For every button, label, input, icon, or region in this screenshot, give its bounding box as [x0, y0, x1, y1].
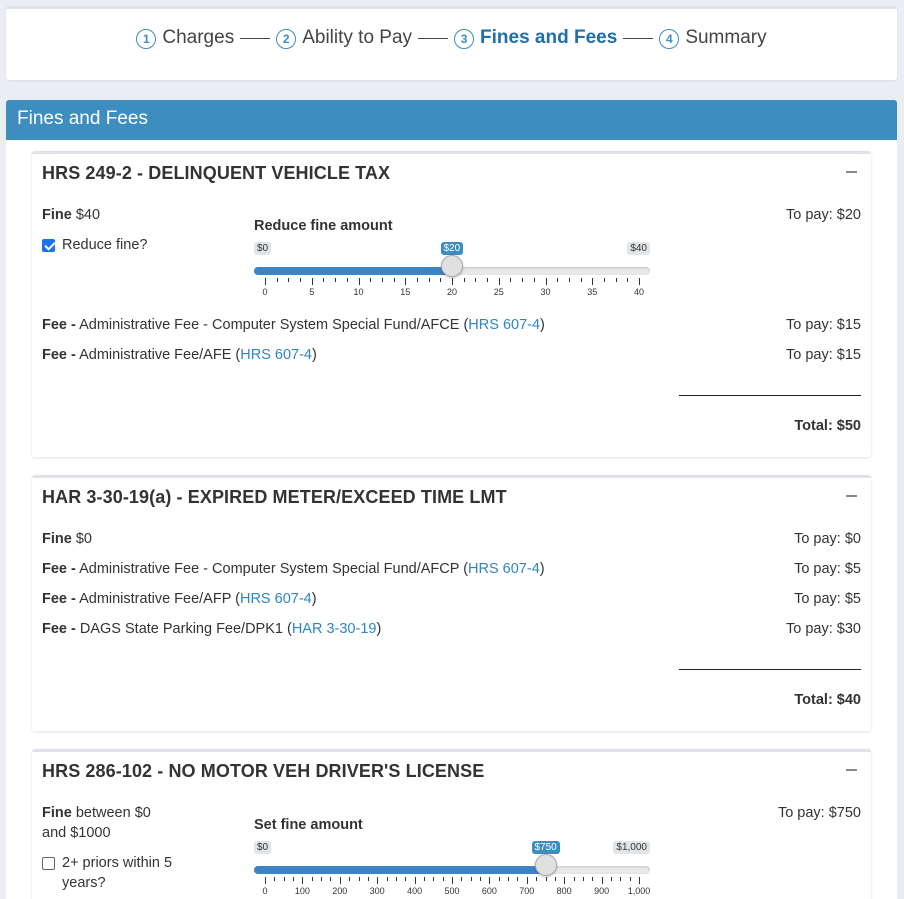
fee-to-pay: To pay: $5 — [794, 561, 861, 577]
charge-card-no-drivers-license — [32, 749, 871, 899]
slider-value-label: $20 — [441, 242, 464, 255]
slider-minor-tick — [347, 278, 348, 282]
set-fine-slider[interactable] — [254, 817, 651, 896]
checkbox-box[interactable] — [42, 239, 55, 252]
checkbox-label: Reduce fine? — [62, 237, 148, 253]
slider-minor-tick — [370, 278, 371, 282]
step-fines-and-fees[interactable] — [454, 26, 617, 49]
slider-fill — [254, 267, 452, 275]
step-label: Summary — [685, 26, 767, 48]
slider-handle[interactable] — [535, 854, 557, 876]
slider-minor-tick — [284, 877, 285, 881]
slider-major-tick — [499, 278, 500, 285]
slider-minor-tick — [555, 877, 556, 881]
fee-to-pay: To pay: $15 — [786, 317, 861, 333]
fee-row — [42, 347, 317, 363]
slider-tick-label: 30 — [540, 287, 551, 297]
slider-minor-tick — [443, 877, 444, 881]
fines-and-fees-panel — [6, 100, 897, 899]
slider-track[interactable] — [254, 866, 650, 874]
slider-tick-label: 1,000 — [627, 886, 651, 896]
slider-tick-label: 20 — [446, 287, 458, 297]
fee-description: Administrative Fee - Computer System Special Fund/AFCP ( — [79, 561, 469, 577]
fine-to-pay: To pay: $0 — [794, 531, 861, 547]
step-label: Fines and Fees — [480, 26, 618, 48]
slider-minor-tick — [433, 877, 434, 881]
slider-major-tick — [592, 278, 593, 285]
slider-minor-tick — [475, 278, 476, 282]
step-number: 4 — [659, 29, 679, 49]
slider-minor-tick — [417, 278, 418, 282]
fee-row — [42, 591, 317, 607]
statute-link[interactable]: HAR 3-30-19 — [291, 621, 377, 637]
progress-stepper — [6, 26, 897, 49]
slider-tick-label: 0 — [262, 886, 268, 896]
slider-major-tick — [377, 877, 378, 884]
checkbox-label-cont: years? — [62, 875, 106, 891]
statute-link[interactable]: HRS 607-4 — [240, 347, 312, 363]
slider-minor-tick — [349, 877, 350, 881]
slider-minor-tick — [323, 278, 324, 282]
slider-major-tick — [546, 278, 547, 285]
fee-description: Administrative Fee/AFP ( — [79, 591, 240, 607]
slider-minor-tick — [581, 278, 582, 282]
fee-row — [42, 621, 381, 637]
slider-minor-tick — [464, 278, 465, 282]
fine-row — [42, 531, 92, 547]
slider-minor-tick — [300, 278, 301, 282]
fee-description: Administrative Fee - Computer System Special Fund/AFCE ( — [79, 317, 469, 333]
collapse-icon[interactable] — [846, 769, 857, 771]
fee-suffix: ) — [376, 621, 382, 637]
fee-label: Fee - — [42, 347, 76, 363]
slider-tick-label: 700 — [519, 886, 535, 896]
slider-major-tick — [302, 877, 303, 884]
slider-minor-tick — [517, 877, 518, 881]
collapse-icon[interactable] — [846, 495, 857, 497]
slider-minor-tick — [569, 278, 570, 282]
statute-link[interactable]: HRS 607-4 — [468, 317, 541, 333]
slider-minor-tick — [627, 278, 628, 282]
step-number: 3 — [454, 29, 474, 49]
slider-tick-label: 300 — [369, 886, 385, 896]
priors-checkbox[interactable] — [42, 855, 172, 871]
slider-tick-label: 100 — [294, 886, 310, 896]
fine-label: Fine — [42, 531, 72, 547]
slider-minor-tick — [387, 877, 388, 881]
slider-minor-tick — [288, 278, 289, 282]
slider-tick-label: 800 — [556, 886, 572, 896]
fine-range-cont: and $1000 — [42, 825, 111, 841]
slider-value-label: $750 — [532, 841, 560, 854]
slider-tick-label: 0 — [262, 287, 268, 297]
slider-minor-tick — [424, 877, 425, 881]
total-divider — [679, 395, 861, 396]
fee-suffix: ) — [311, 347, 317, 363]
charge-total: Total: $50 — [794, 418, 861, 434]
fee-suffix: ) — [311, 591, 317, 607]
slider-handle[interactable] — [441, 255, 463, 277]
slider-minor-tick — [368, 877, 369, 881]
fee-label: Fee - — [42, 561, 76, 577]
fine-amount: $40 — [75, 207, 101, 223]
step-ability-to-pay[interactable] — [276, 26, 412, 49]
slider-tick-label: 5 — [309, 287, 315, 297]
slider-min-label: $0 — [254, 242, 271, 255]
slider-minor-tick — [611, 877, 612, 881]
fine-to-pay: To pay: $750 — [777, 805, 861, 821]
fee-suffix: ) — [540, 317, 545, 333]
charge-card-delinquent-vehicle-tax — [32, 151, 871, 457]
statute-link[interactable]: HRS 607-4 — [468, 561, 540, 577]
fee-description: Administrative Fee/AFE ( — [79, 347, 241, 363]
fee-label: Fee - — [42, 317, 76, 333]
slider-major-tick — [489, 877, 490, 884]
slider-tick-label: 15 — [400, 287, 411, 297]
slider-minor-tick — [293, 877, 294, 881]
fine-label: Fine — [42, 207, 72, 223]
slider-minor-tick — [508, 877, 509, 881]
slider-minor-tick — [330, 877, 331, 881]
slider-major-tick — [405, 278, 406, 285]
statute-link[interactable]: HRS 607-4 — [239, 591, 312, 607]
slider-minor-tick — [499, 877, 500, 881]
slider-minor-tick — [616, 278, 617, 282]
slider-minor-tick — [312, 877, 313, 881]
step-label: Ability to Pay — [302, 26, 413, 48]
fine-label: Fine — [42, 805, 72, 821]
slider-minor-tick — [620, 877, 621, 881]
slider-minor-tick — [359, 877, 360, 881]
slider-minor-tick — [592, 877, 593, 881]
slider-major-tick — [265, 278, 266, 285]
collapse-icon[interactable] — [846, 171, 857, 173]
slider-major-tick — [527, 877, 528, 884]
slider-minor-tick — [274, 877, 275, 881]
fee-suffix: ) — [539, 561, 545, 577]
slider-minor-tick — [510, 278, 511, 282]
slider-tick-label: 10 — [353, 287, 364, 297]
fine-range: between $0 — [75, 805, 151, 821]
charge-card-expired-meter — [32, 475, 871, 731]
slider-minor-tick — [321, 877, 322, 881]
reduce-fine-slider[interactable] — [254, 218, 650, 297]
charge-total: Total: $40 — [794, 692, 861, 708]
slider-label: Set fine amount — [254, 817, 363, 833]
fee-to-pay: To pay: $5 — [794, 591, 861, 607]
slider-fill — [254, 866, 546, 874]
fee-label: Fee - — [42, 591, 76, 607]
fine-row — [42, 207, 100, 223]
step-number: 2 — [276, 29, 296, 49]
step-separator — [418, 38, 448, 39]
slider-major-tick — [639, 877, 640, 884]
checkbox-box[interactable] — [42, 857, 55, 870]
slider-tick-label: 500 — [444, 886, 460, 896]
fee-to-pay: To pay: $30 — [786, 621, 861, 637]
slider-tick-label: 25 — [493, 287, 504, 297]
panel-title: Fines and Fees — [6, 100, 897, 140]
slider-major-tick — [452, 278, 453, 285]
slider-minor-tick — [630, 877, 631, 881]
step-label: Charges — [162, 26, 235, 48]
slider-minor-tick — [382, 278, 383, 282]
fine-row — [42, 805, 151, 821]
total-divider — [679, 669, 861, 670]
slider-minor-tick — [335, 278, 336, 282]
slider-tick-label: 600 — [481, 886, 497, 896]
slider-major-tick — [359, 278, 360, 285]
slider-minor-tick — [557, 278, 558, 282]
slider-minor-tick — [277, 278, 278, 282]
slider-label: Reduce fine amount — [254, 218, 393, 234]
step-summary[interactable] — [659, 26, 766, 49]
slider-minor-tick — [440, 278, 441, 282]
charge-title: HRS 249-2 - DELINQUENT VEHICLE TAX — [42, 163, 391, 183]
slider-minor-tick — [546, 877, 547, 881]
charge-title: HRS 286-102 - NO MOTOR VEH DRIVER'S LICENSE — [42, 761, 485, 781]
slider-major-tick — [312, 278, 313, 285]
slider-min-label: $0 — [254, 841, 271, 854]
slider-max-label: $40 — [627, 242, 650, 255]
step-separator — [623, 38, 653, 39]
slider-minor-tick — [536, 877, 537, 881]
slider-minor-tick — [461, 877, 462, 881]
slider-tick-label: 40 — [633, 287, 645, 297]
slider-tick-label: 200 — [332, 886, 348, 896]
slider-minor-tick — [405, 877, 406, 881]
slider-minor-tick — [604, 278, 605, 282]
slider-minor-tick — [394, 278, 395, 282]
charge-title: HAR 3-30-19(a) - EXPIRED METER/EXCEED TIME LMT — [42, 487, 507, 507]
slider-tick-label: 900 — [594, 886, 610, 896]
step-separator — [240, 38, 270, 39]
fee-row — [42, 317, 545, 333]
slider-major-tick — [340, 877, 341, 884]
slider-major-tick — [602, 877, 603, 884]
slider-major-tick — [415, 877, 416, 884]
fee-label: Fee - — [42, 621, 76, 637]
slider-tick-label: 35 — [587, 287, 598, 297]
progress-stepper-card — [6, 6, 897, 80]
step-number: 1 — [136, 29, 156, 49]
slider-minor-tick — [534, 278, 535, 282]
fee-row — [42, 561, 545, 577]
slider-major-tick — [452, 877, 453, 884]
checkbox-label: 2+ priors within 5 — [62, 855, 173, 871]
slider-major-tick — [564, 877, 565, 884]
slider-minor-tick — [396, 877, 397, 881]
slider-major-tick — [265, 877, 266, 884]
slider-minor-tick — [522, 278, 523, 282]
slider-tick-label: 400 — [407, 886, 423, 896]
slider-minor-tick — [487, 278, 488, 282]
fee-description: DAGS State Parking Fee/DPK1 ( — [79, 621, 292, 637]
fine-to-pay: To pay: $20 — [786, 207, 861, 223]
slider-max-label: $1,000 — [613, 841, 650, 854]
reduce-fine-checkbox[interactable] — [42, 237, 147, 253]
slider-minor-tick — [480, 877, 481, 881]
slider-minor-tick — [574, 877, 575, 881]
slider-minor-tick — [429, 278, 430, 282]
fee-to-pay: To pay: $15 — [786, 347, 861, 363]
step-charges[interactable] — [136, 26, 234, 49]
slider-major-tick — [639, 278, 640, 285]
fine-amount: $0 — [75, 531, 92, 547]
slider-minor-tick — [471, 877, 472, 881]
slider-minor-tick — [583, 877, 584, 881]
